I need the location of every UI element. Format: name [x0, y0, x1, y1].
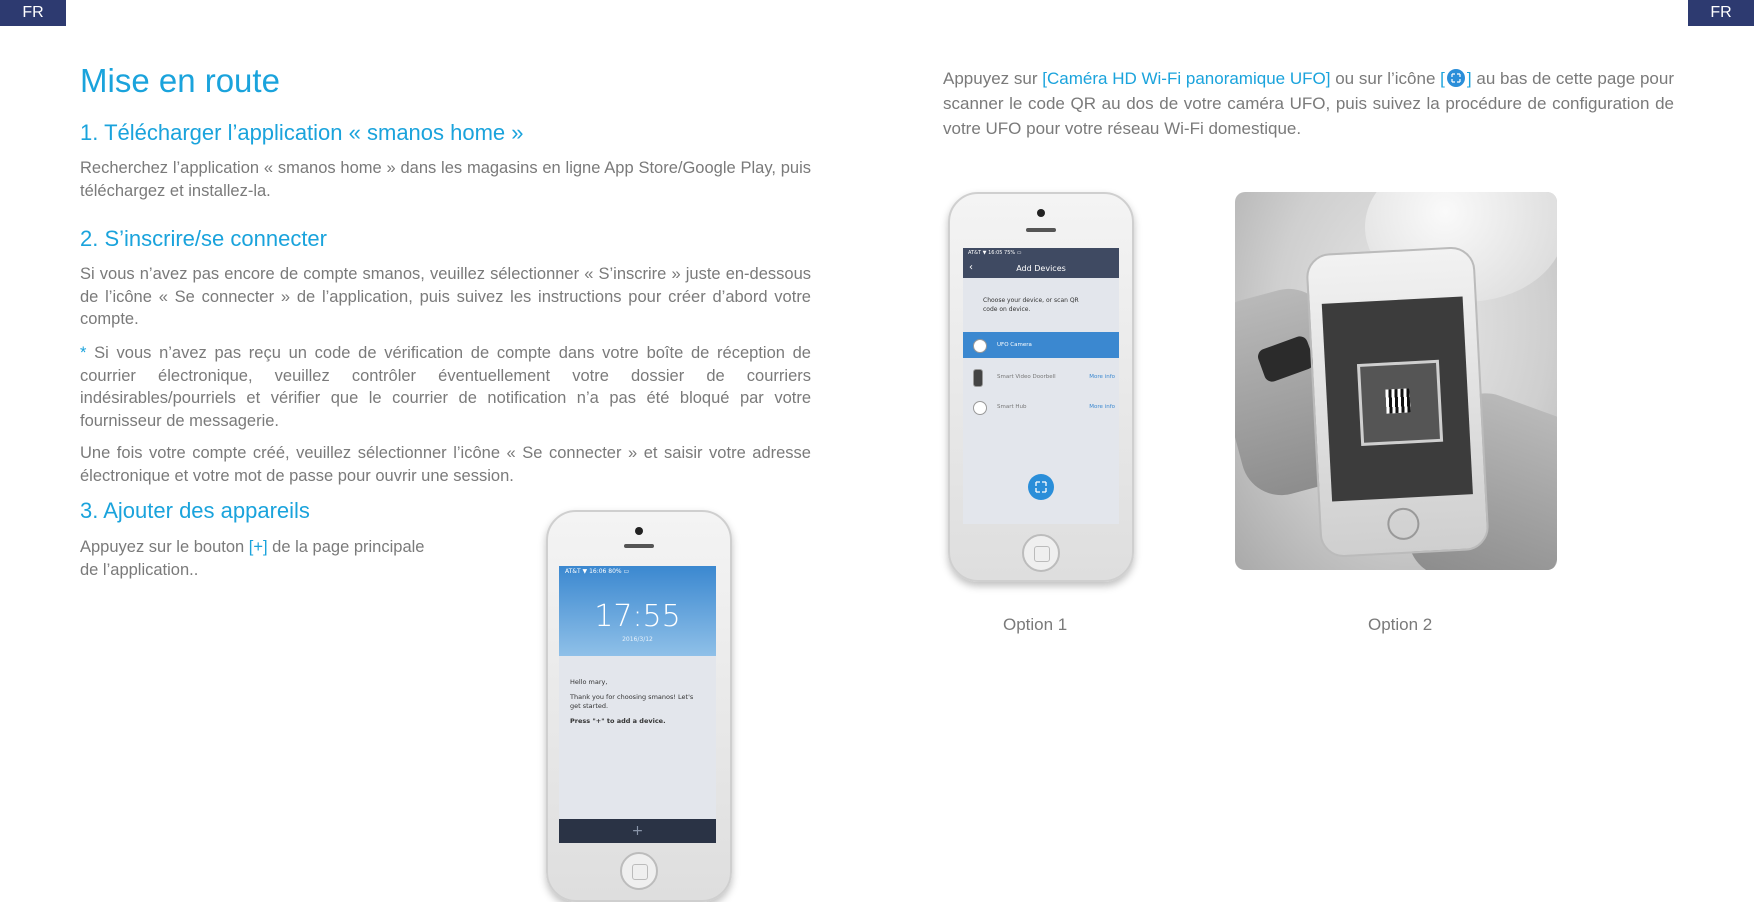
- right-text-c: au bas de cette page pour scanner le code QR au dos de votre caméra UFO, puis suivez la procédure de configuration de votre UFO pour votre réseau Wi-Fi domestique.: [943, 69, 1674, 138]
- status-bar: AT&T ▼ 16:06 80% ▭: [565, 568, 630, 575]
- more-info-link[interactable]: More info: [1089, 374, 1115, 380]
- ufo-camera-ref: [Caméra HD Wi-Fi panoramique UFO]: [1042, 69, 1331, 88]
- section-3-body: [80, 536, 480, 581]
- note-text: Si vous n’avez pas reçu un code de vérification de compte dans votre boîte de réception de courrier électronique, veuillez contrôler éventuellement votre dossier de courriers indésirables/pourriels et vérifier que le courrier de notification n’a pas été bloqué par votre fournisseur de messagerie.: [80, 344, 811, 430]
- scan-icon: [1447, 69, 1465, 87]
- note-asterisk: *: [80, 344, 87, 362]
- page-title: Mise en route: [80, 62, 280, 99]
- home-button: [1387, 507, 1421, 541]
- phone-speaker: [1026, 228, 1056, 232]
- device-row[interactable]: [963, 364, 1119, 390]
- device-row[interactable]: [963, 394, 1119, 420]
- phone-add-devices: [948, 192, 1134, 582]
- section-2-heading: 2. S’inscrire/se connecter: [80, 226, 327, 251]
- qr-code-icon: [1385, 388, 1410, 413]
- phone-camera: [635, 527, 643, 535]
- scanning-photo: [1235, 192, 1557, 570]
- device-icon: [973, 401, 987, 415]
- section-1-body: Recherchez l’application « smanos home » dans les magasins en ligne App Store/Google Play, puis téléchargez et installez-la.: [80, 159, 811, 200]
- home-button: [1022, 534, 1060, 572]
- right-text-a: Appuyez sur: [943, 69, 1043, 88]
- device-label: UFO Camera: [997, 342, 1032, 348]
- caption-option-2: Option 2: [1368, 615, 1433, 634]
- phone-speaker: [624, 544, 654, 548]
- right-text-b: ou sur l’icône: [1330, 69, 1441, 88]
- device-icon: [973, 339, 987, 353]
- clock-date: 2016/3/12: [622, 636, 653, 643]
- section-3-text-b: de la page principale: [267, 538, 425, 556]
- device-label: Smart Hub: [997, 404, 1027, 410]
- section-3-heading: 3. Ajouter des appareils: [80, 498, 310, 523]
- scan-icon: [1028, 474, 1054, 500]
- scanner-screen: [1322, 296, 1473, 501]
- section-1-heading: 1. Télécharger l’application « smanos home »: [80, 120, 524, 145]
- welcome-message: [570, 678, 700, 732]
- back-icon[interactable]: ‹: [969, 262, 973, 273]
- phone-in-hand: [1305, 246, 1490, 558]
- home-header: [559, 566, 716, 656]
- section-3-text-a: Appuyez sur le bouton: [80, 538, 249, 556]
- status-bar: AT&T ▼ 16:05 75% ▭: [968, 250, 1022, 256]
- add-devices-screen: [963, 248, 1119, 524]
- home-screen: [559, 566, 716, 843]
- clock-time: 17:55: [594, 599, 681, 634]
- right-paragraph: [943, 66, 1674, 141]
- device-label: Smart Video Doorbell: [997, 374, 1056, 380]
- language-tab-right: FR: [1688, 0, 1754, 26]
- scan-button[interactable]: [1028, 474, 1054, 500]
- section-2-paragraph-2: Une fois votre compte créé, veuillez sélectionner l’icône « Se connecter » et saisir votre adresse électronique et votre mot de passe pour ouvrir une session.: [80, 444, 811, 485]
- device-row[interactable]: [963, 332, 1119, 358]
- device-icon: [973, 369, 983, 387]
- thanks-text: Thank you for choosing smanos! Let's get started.: [570, 693, 694, 710]
- qr-frame: [1357, 360, 1443, 446]
- language-tab-left: FR: [0, 0, 66, 26]
- plus-icon[interactable]: +: [631, 823, 644, 839]
- more-info-link[interactable]: More info: [1089, 404, 1115, 410]
- plus-button-ref: [+]: [248, 538, 268, 556]
- intro-text: Choose your device, or scan QR code on device.: [983, 297, 1079, 313]
- add-device-bar[interactable]: [559, 819, 716, 843]
- bracket-close: ]: [1466, 69, 1472, 88]
- phone-home-screen: [546, 510, 732, 902]
- add-devices-header: [963, 248, 1119, 278]
- caption-option-1: Option 1: [1003, 615, 1068, 634]
- screen-title: Add Devices: [1016, 264, 1066, 273]
- section-2-paragraph-1: Si vous n’avez pas encore de compte smanos, veuillez sélectionner « S’inscrire » juste en-dessous de l’icône « Se connecter » de l’application, puis suivez les instructions pour créer d’abord votre compte.: [80, 265, 811, 328]
- press-plus-text: Press "+" to add a device.: [570, 717, 666, 725]
- phone-camera: [1037, 209, 1045, 217]
- bracket-open: [: [1440, 69, 1445, 88]
- section-2-note: [80, 342, 811, 432]
- greeting: Hello mary,: [570, 678, 608, 686]
- section-3-text-c: de l’application..: [80, 560, 199, 579]
- home-button: [620, 852, 658, 890]
